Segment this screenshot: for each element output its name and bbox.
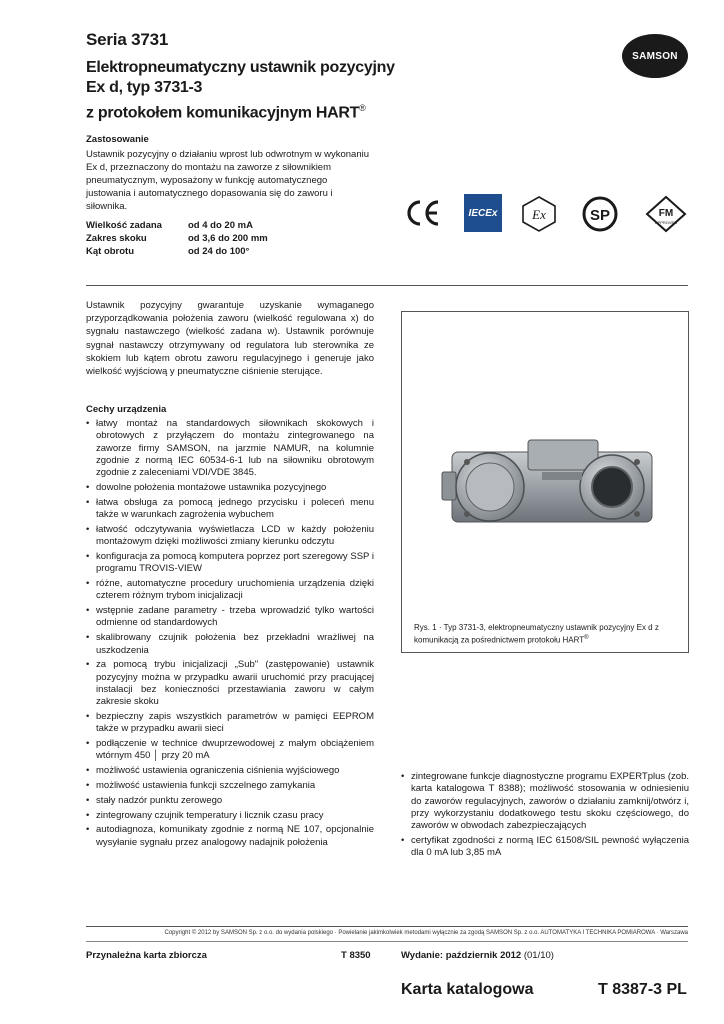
spec-value: od 24 do 100° — [188, 246, 250, 257]
list-item: • wstępnie zadane parametry - trzeba wprowadzić tylko wartości odmienne od standardowych — [86, 605, 374, 630]
list-item: • łatwość odczytywania wyświetlacza LCD w każdy położeniu montażowym dzięki możliwości zmiany kierunku odczytu — [86, 524, 374, 549]
spec-label: Wielkość zadana — [86, 220, 162, 231]
list-item: • podłączenie w technice dwuprzewodowej z małym obciążeniem wtórnym 450 │ przy 20 mA — [86, 738, 374, 763]
list-item: • autodiagnoza, komunikaty zgodnie z normą NE 107, opcjonalnie wysyłanie sygnału przez analogowy nadajnik położenia — [86, 824, 374, 849]
samson-logo: SAMSON — [622, 34, 688, 78]
document-title — [86, 58, 506, 123]
iecex-mark-icon: IECEx — [464, 194, 502, 232]
features-heading: Cechy urządzenia — [86, 404, 167, 415]
csa-mark-text: SP — [589, 207, 611, 224]
features-list — [86, 418, 374, 852]
list-item: • dowolne położenia montażowe ustawnika pozycyjnego — [86, 482, 374, 494]
csa-mark-icon — [580, 194, 620, 234]
footer-divider — [86, 926, 688, 927]
related-sheet-label: Przynależna karta zbiorcza — [86, 950, 207, 961]
list-item: • zintegrowany czujnik temperatury i licznik czasu pracy — [86, 810, 374, 822]
figure-caption: Rys. 1 · Typ 3731-3, elektropneumatyczny ustawnik pozycyjny Ex d z komunikacją za pośrednictwem protokołu HART® — [414, 623, 659, 645]
edition-extra: (01/10) — [523, 950, 554, 961]
list-item: • konfiguracja za pomocą komputera poprzez port szeregowy SSP i programu TROVIS-VIEW — [86, 551, 374, 576]
ce-mark-icon — [404, 196, 442, 230]
list-item: • zintegrowane funkcje diagnostyczne programu EXPERTplus (zob. karta katalogowa T 8388); możliwość stosowania w odniesieniu do zaworów regulacyjnych, zaworów o działaniu zamknij/otwórz i, przy wykorzystaniu dodatkowego testu skoku częściowego, do zaworów w obwodach zabezpieczających — [401, 771, 689, 832]
certification-marks — [404, 194, 688, 234]
features-list-continued — [401, 771, 689, 862]
list-item: • różne, automatyczne procedury uruchomienia urządzenia dzięki czterem różnym trybom inicjalizacji — [86, 578, 374, 603]
related-sheet-number: T 8350 — [341, 950, 371, 961]
section-divider — [86, 285, 688, 286]
catalog-sheet-number: T 8387-3 PL — [598, 981, 687, 998]
list-item: • skalibrowany czujnik położenia bez przekładni wrażliwej na uszkodzenia — [86, 632, 374, 657]
list-item: • stały nadzór punktu zerowego — [86, 795, 374, 807]
footer-divider-thin — [86, 941, 688, 942]
positioner-device-image — [432, 432, 662, 542]
edition-label: Wydanie: październik 2012 — [401, 950, 522, 961]
spec-label: Zakres skoku — [86, 233, 147, 244]
list-item: • łatwa obsługa za pomocą jednego przycisku i poleceń menu także w warunkach zagrożenia wybuchem — [86, 497, 374, 522]
title-line-1: Elektropneumatyczny ustawnik pozycyjny — [86, 59, 395, 76]
ex-mark-icon — [520, 195, 558, 233]
application-heading: Zastosowanie — [86, 134, 149, 145]
spec-row — [86, 219, 268, 232]
fm-mark-text: FM — [658, 208, 674, 219]
spec-value: od 4 do 20 mA — [188, 220, 253, 231]
ex-mark-text: Ex — [532, 207, 546, 222]
catalog-sheet-label: Karta katalogowa — [401, 981, 534, 998]
list-item: • za pomocą trybu inicjalizacji „Sub" (zastępowanie) ustawnik pozycyjny można w przypadku awarii uruchomić przy pracującej instalacji bez konieczności przestawiania zaworu w całym zakresie skoku — [86, 659, 374, 708]
registered-mark: ® — [359, 103, 366, 113]
spec-value: od 3,6 do 200 mm — [188, 233, 268, 244]
fm-approved-text: APPROVED — [654, 220, 678, 225]
list-item: • bezpieczny zapis wszystkich parametrów w pamięci EEPROM także w przypadku awarii sieci — [86, 711, 374, 736]
fm-approved-icon — [644, 194, 688, 234]
list-item: • certyfikat zgodności z normą IEC 61508/SIL pewność wyłączenia dla 0 mA lub 3,85 mA — [401, 835, 689, 860]
caption-registered-mark: ® — [584, 635, 589, 641]
edition-info — [401, 950, 554, 961]
series-title: Seria 3731 — [86, 30, 169, 49]
title-line-3: z protokołem komunikacyjnym HART® — [86, 103, 366, 122]
list-item: • łatwy montaż na standardowych siłownikach skokowych i obrotowych z przyłączem do montażu zintegrowanego na zaworze firmy SAMSON, na jarzmie NAMUR, na kolumnie zgodnie z normą IEC 60534-6-1 lub na siłowniku obrotowym zgodnie z zaleceniami VDI/VDE 3845. — [86, 418, 374, 479]
copyright-notice: Copyright © 2012 by SAMSON Sp. z o.o. do wydania polskiego · Powielanie jakimkolwiek metodami wyłącznie za zgodą SAMSON Sp. z o.o. AUTOMATYKA I TECHNIKA POMIAROWA · Warszawa — [164, 930, 688, 936]
spec-row — [86, 245, 268, 258]
spec-label: Kąt obrotu — [86, 246, 135, 257]
list-item: • możliwość ustawienia ograniczenia ciśnienia wyjściowego — [86, 765, 374, 777]
title-line-2: Ex d, typ 3731-3 — [86, 79, 203, 96]
list-item: • możliwość ustawienia funkcji szczelnego zamykania — [86, 780, 374, 792]
intro-paragraph: Ustawnik pozycyjny gwarantuje uzyskanie wymaganego przyporządkowania położenia zaworu (wielkość regulowana x) do sygnału nastawczego (wielkość zadana w). Ustawnik porównuje sygnał nastawczy otrzymywany od regulatora lub sterownika ze skokiem lub kątem obrotu zaworu regulacyjnego i generuje jako wielkość wyjściową y pneumatyczne ciśnienie sterujące. — [86, 300, 374, 378]
spec-row — [86, 232, 268, 245]
product-figure — [401, 311, 689, 653]
specs-table — [86, 219, 268, 258]
application-text: Ustawnik pozycyjny o działaniu wprost lub odwrotnym w wykonaniu Ex d, przeznaczony do montażu na zaworze z siłownikiem pneumatycznym, wyposażony w funkcję automatycznego justowania i automatycznego dopasowania się do zaworu i siłownika. — [86, 149, 370, 212]
